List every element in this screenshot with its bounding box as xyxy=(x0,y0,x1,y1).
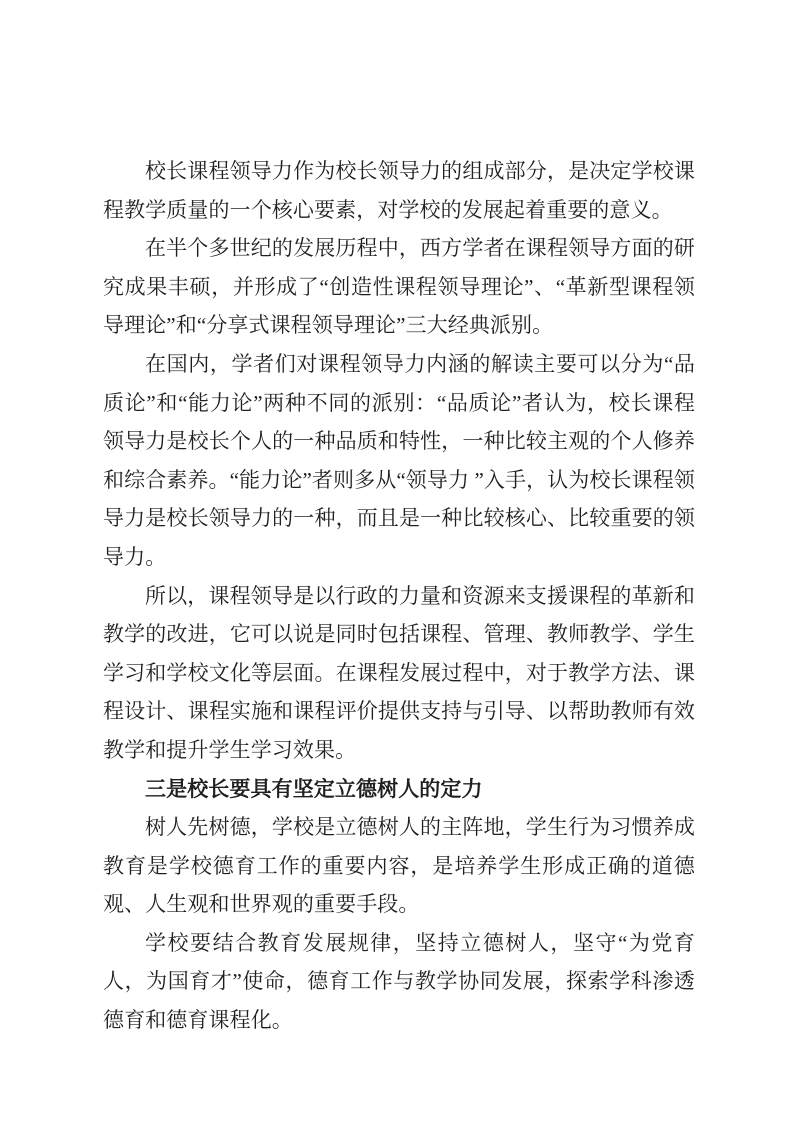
body-paragraph: 学校要结合教育发展规律，坚持立德树人，坚守“为党育人，为国育才”使命，德育工作与教学协同发展，探索学科渗透德育和德育课程化。 xyxy=(103,930,695,1033)
body-paragraph: 校长课程领导力作为校长领导力的组成部分，是决定学校课程教学质量的一个核心要素，对学校的发展起着重要的意义。 xyxy=(103,159,695,222)
section-heading: 三是校长要具有坚定立德树人的定力 xyxy=(145,776,483,801)
document-text-block xyxy=(103,152,695,1040)
body-paragraph: 树人先树德，学校是立德树人的主阵地，学生行为习惯养成教育是学校德育工作的重要内容，是培养学生形成正确的道德观、人生观和世界观的重要手段。 xyxy=(103,815,695,917)
body-paragraph: 在国内，学者们对课程领导力内涵的解读主要可以分为“品质论”和“能力论”两种不同的派别：“品质论”者认为，校长课程领导力是校长个人的一种品质和特性，一种比较主观的个人修养和综合素养。“能力论”者则多从“领导力 ”入手，认为校长课程领导力是校长领导力的一种，而且是一种比较核心、比较重要的领导力。 xyxy=(103,351,695,569)
body-paragraph: 所以，课程领导是以行政的力量和资源来支援课程的革新和教学的改进，它可以说是同时包括课程、管理、教师教学、学生学习和学校文化等层面。在课程发展过程中，对于教学方法、课程设计、课程实施和课程评价提供支持与引导、以帮助教师有效教学和提升学生学习效果。 xyxy=(103,583,695,762)
body-paragraph: 在半个多世纪的发展历程中，西方学者在课程领导方面的研究成果丰硕，并形成了“创造性课程领导理论”、“革新型课程领导理论”和“分享式课程领导理论”三大经典派别。 xyxy=(103,236,695,338)
